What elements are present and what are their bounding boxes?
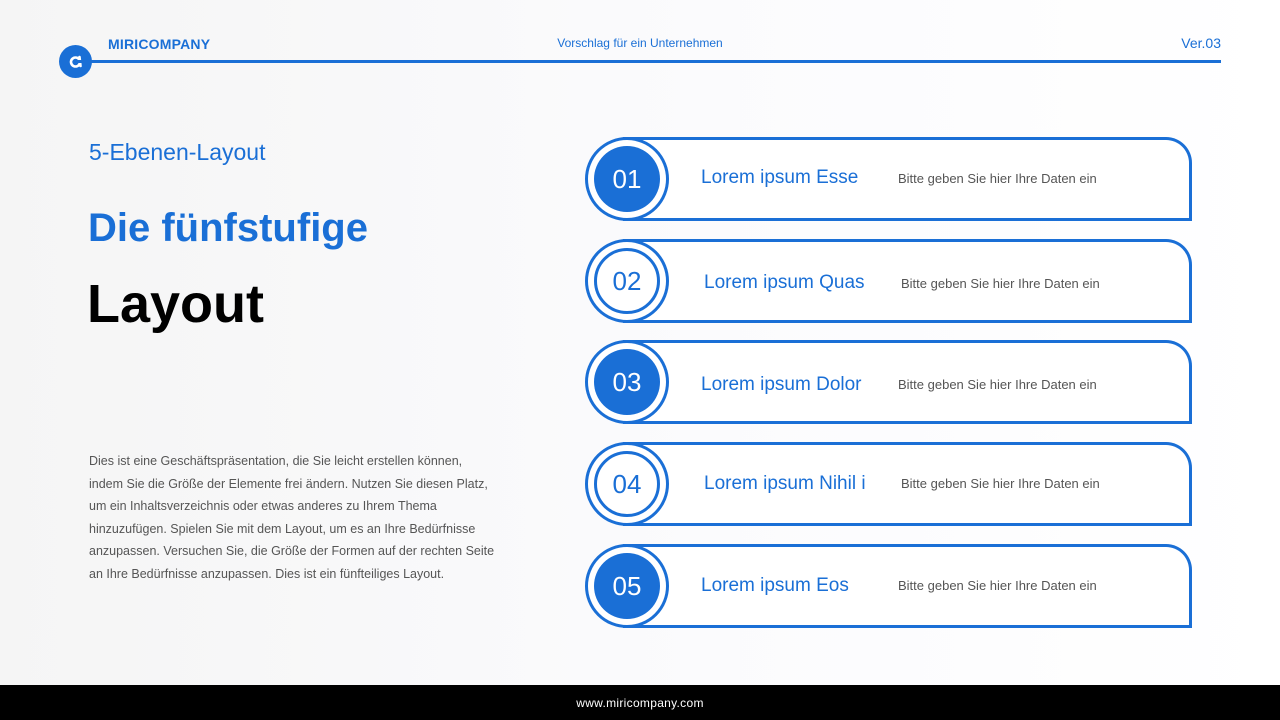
layer-label: Lorem ipsum Nihil i bbox=[704, 473, 866, 494]
layer-number-badge: 02 bbox=[594, 248, 660, 314]
layer-number-badge: 05 bbox=[594, 553, 660, 619]
layer-item-4 bbox=[585, 442, 1192, 526]
layer-item-3 bbox=[585, 340, 1192, 424]
layer-description: Bitte geben Sie hier Ihre Daten ein bbox=[898, 578, 1097, 593]
layer-label: Lorem ipsum Quas bbox=[704, 272, 865, 293]
layer-label: Lorem ipsum Dolor bbox=[701, 374, 862, 395]
layer-description: Bitte geben Sie hier Ihre Daten ein bbox=[901, 276, 1100, 291]
header-divider bbox=[76, 60, 1221, 63]
layer-description: Bitte geben Sie hier Ihre Daten ein bbox=[898, 377, 1097, 392]
page-title-primary: Die fünfstufige bbox=[88, 206, 368, 250]
layer-description: Bitte geben Sie hier Ihre Daten ein bbox=[898, 171, 1097, 186]
layer-item-2 bbox=[585, 239, 1192, 323]
layer-label: Lorem ipsum Esse bbox=[701, 167, 859, 188]
footer-bar bbox=[0, 685, 1280, 720]
layer-number-badge: 03 bbox=[594, 349, 660, 415]
layer-item-5 bbox=[585, 544, 1192, 628]
page-title-secondary: Layout bbox=[87, 274, 265, 334]
brand-name: MIRICOMPANY bbox=[108, 36, 211, 52]
layer-number-badge: 04 bbox=[594, 451, 660, 517]
version-label: Ver.03 bbox=[1181, 35, 1221, 51]
header-center-title: Vorschlag für ein Unternehmen bbox=[557, 36, 723, 50]
description-text: Dies ist eine Geschäftspräsentation, die Sie leicht erstellen können, indem Sie die Größe der Elemente frei ändern. Nutzen Sie diesen Platz, um ein Inhaltsverzeichnis oder etwas anderes zu Ihrem Thema hinzuzufügen. Spielen Sie mit dem Layout, um es an Ihre Bedürfnisse anzupassen. Versuchen Sie, die Größe der Formen auf der rechten Seite an Ihre Bedürfnisse anzupassen. Dies ist ein fünfteiliges Layout. bbox=[89, 454, 495, 581]
layer-item-1 bbox=[585, 137, 1192, 221]
footer-url[interactable]: www.miricompany.com bbox=[576, 695, 704, 710]
layer-label: Lorem ipsum Eos bbox=[701, 575, 849, 596]
section-subtitle: 5-Ebenen-Layout bbox=[89, 139, 266, 165]
layer-number-badge: 01 bbox=[594, 146, 660, 212]
layer-description: Bitte geben Sie hier Ihre Daten ein bbox=[901, 476, 1100, 491]
